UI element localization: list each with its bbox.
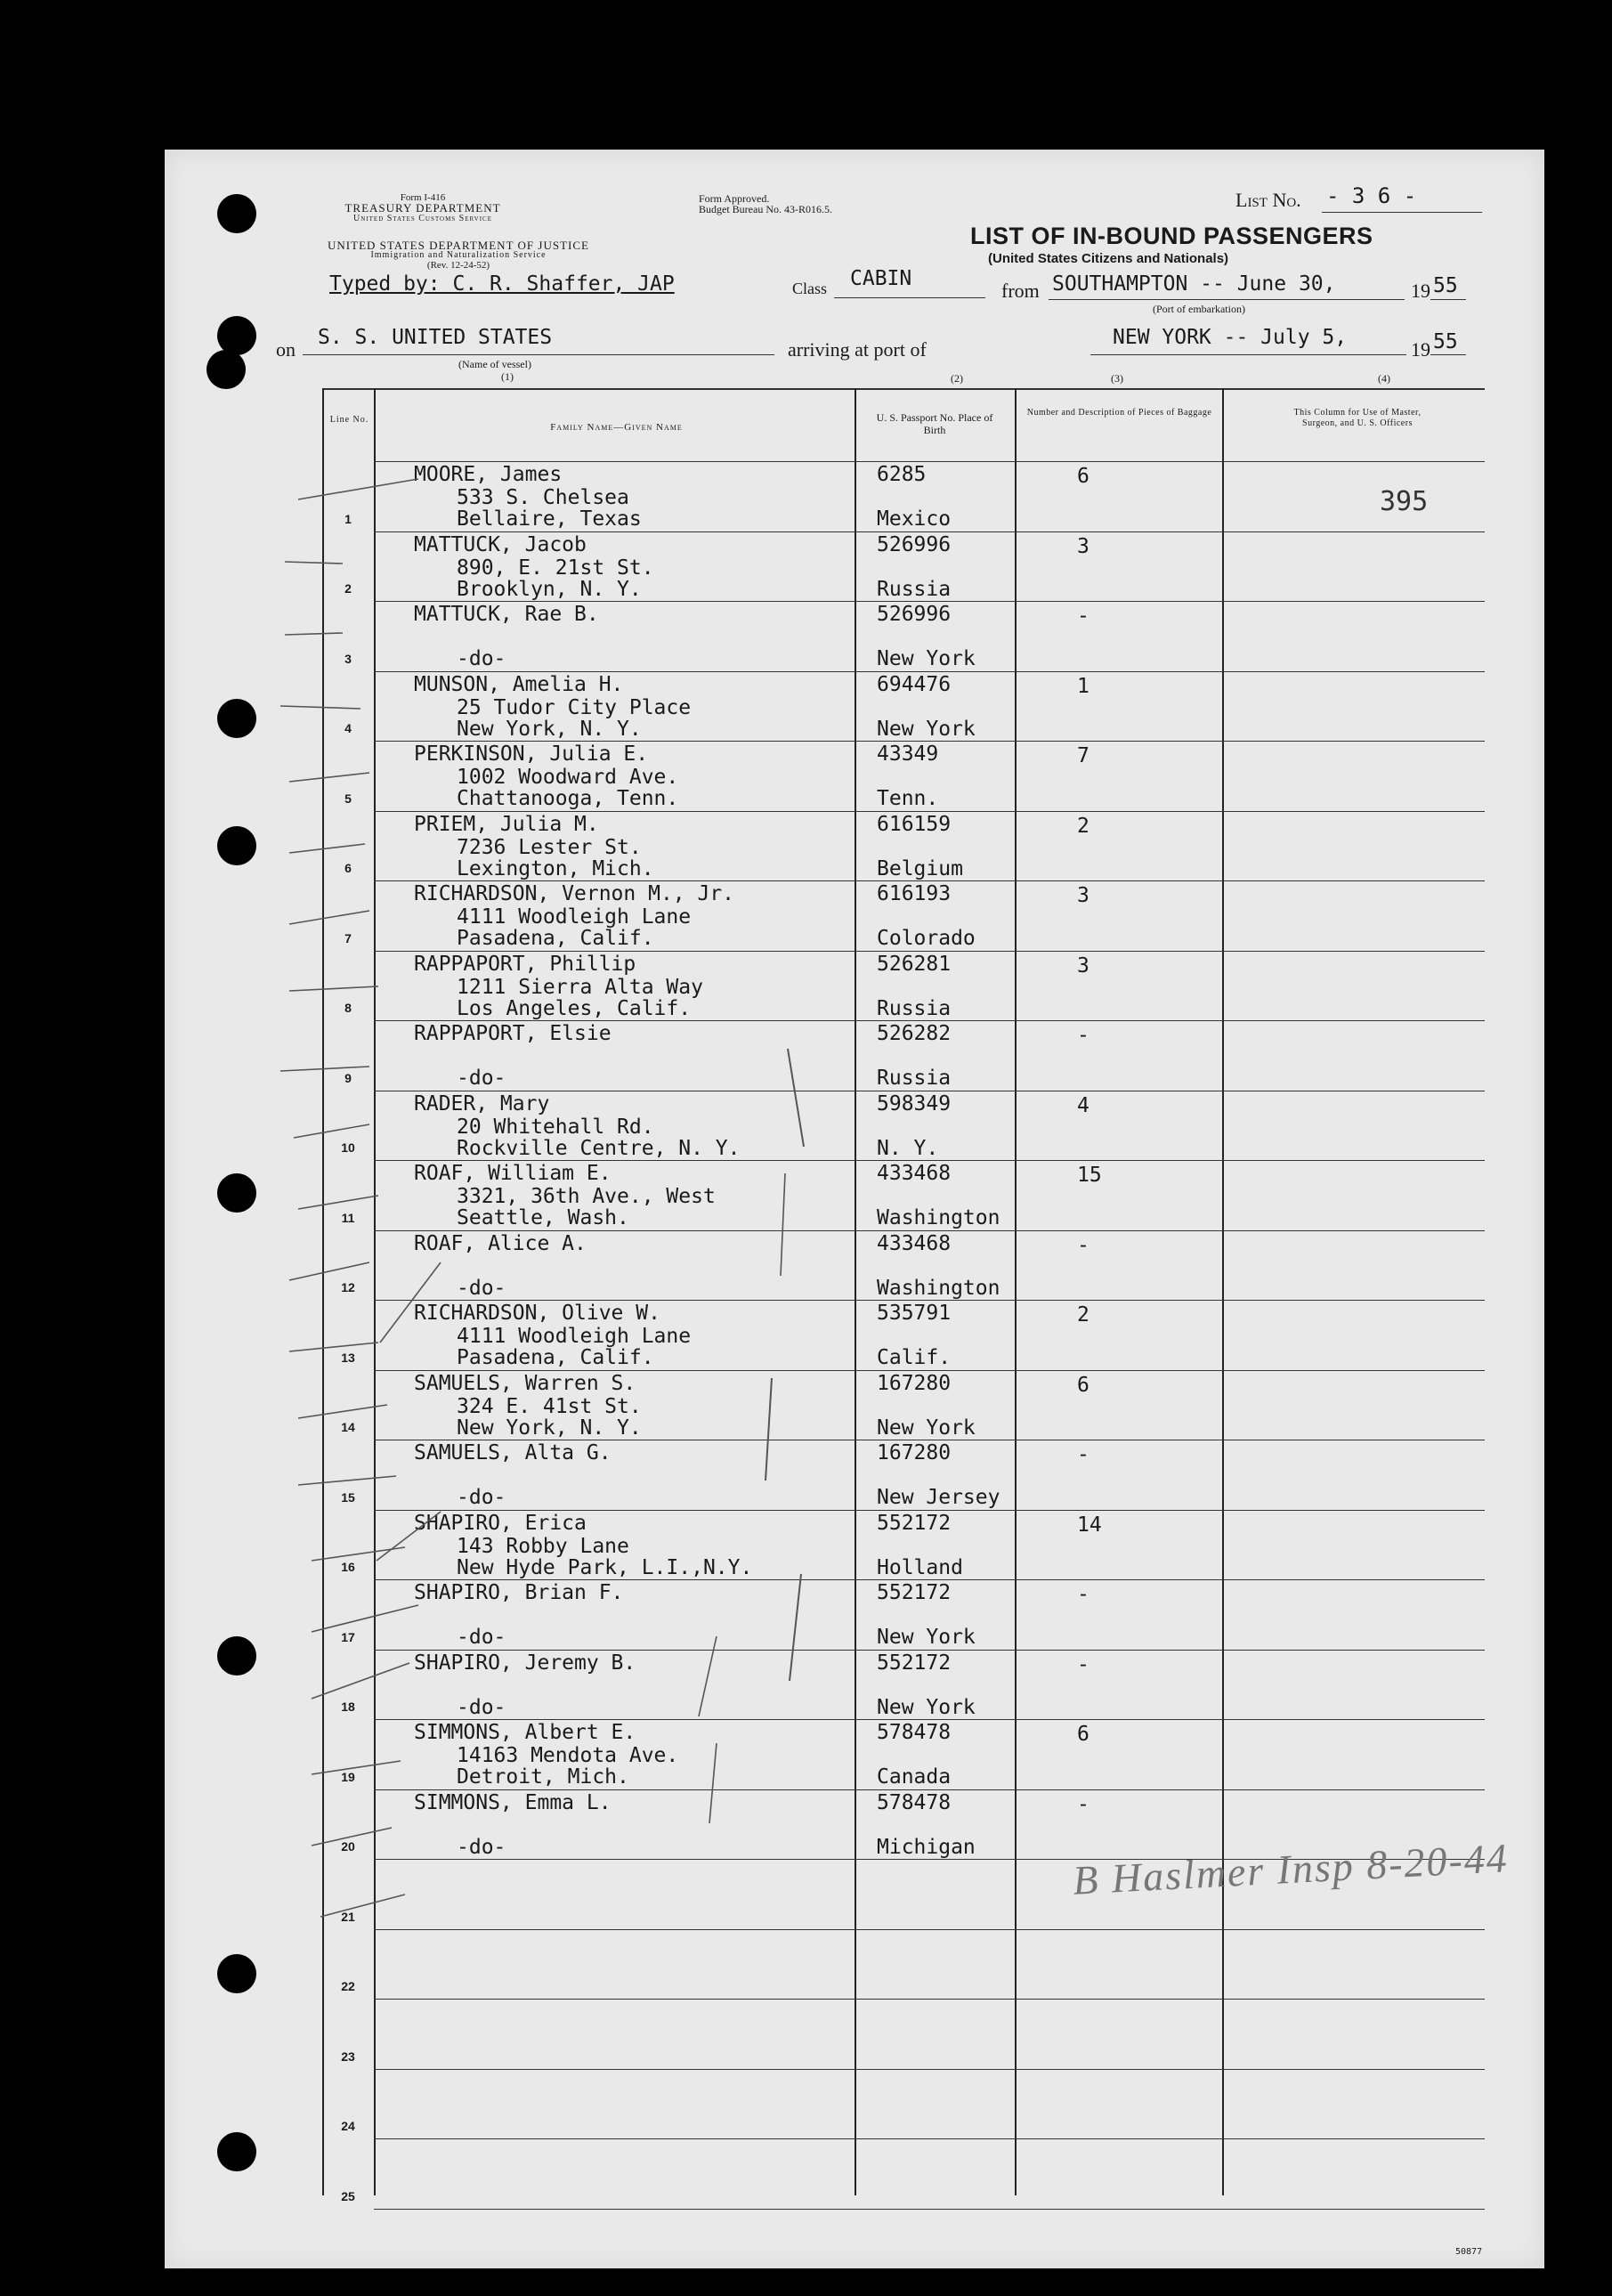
passenger-address-street: 324 E. 41st St. <box>457 1395 642 1418</box>
list-no-value: - 3 6 - <box>1326 183 1417 208</box>
immigration-service: Immigration and Naturalization Service <box>370 250 547 260</box>
place-of-birth: New Jersey <box>877 1486 1000 1509</box>
on-label: on <box>276 338 296 361</box>
arriving-label: arriving at port of <box>788 338 927 361</box>
passenger-name: MATTUCK, Jacob <box>414 533 587 556</box>
place-of-birth: Washington <box>877 1277 1000 1300</box>
passenger-address-city: New Hyde Park, L.I.,N.Y. <box>457 1556 753 1579</box>
baggage-count: 3 <box>1077 535 1090 558</box>
place-of-birth: Russia <box>877 997 952 1020</box>
passenger-name: SHAPIRO, Erica <box>414 1512 587 1535</box>
line-number: 23 <box>341 2049 355 2064</box>
col3-number: (3) <box>1111 372 1123 385</box>
year1-value: 55 <box>1433 274 1458 297</box>
line-number: 11 <box>341 1211 355 1225</box>
place-of-birth: N. Y. <box>877 1137 939 1160</box>
line-number: 8 <box>344 1001 352 1015</box>
passenger-address-city: Pasadena, Calif. <box>457 1346 654 1369</box>
passport-number: 526996 <box>877 533 952 556</box>
typed-by: Typed by: C. R. Shaffer, JAP <box>329 272 675 296</box>
col-header-passport: U. S. Passport No. Place of Birth <box>876 411 993 436</box>
passenger-address-street: 1211 Sierra Alta Way <box>457 976 703 999</box>
passenger-name: RADER, Mary <box>414 1092 550 1116</box>
passenger-name: SAMUELS, Alta G. <box>414 1441 612 1464</box>
passenger-address-city: Detroit, Mich. <box>457 1765 629 1789</box>
treasury-dept: TREASURY DEPARTMENT <box>344 201 501 215</box>
baggage-count: - <box>1077 1443 1090 1466</box>
from-value: SOUTHAMPTON -- June 30, <box>1052 272 1336 296</box>
passport-number: 578478 <box>877 1791 952 1814</box>
form-approved: Form Approved. <box>699 192 770 205</box>
passenger-name: MUNSON, Amelia H. <box>414 673 624 696</box>
passenger-address-street: 4111 Woodleigh Lane <box>457 905 692 929</box>
line-number: 20 <box>341 1839 355 1854</box>
baggage-count: 4 <box>1077 1094 1090 1117</box>
passenger-name: MOORE, James <box>414 463 563 486</box>
passenger-name: ROAF, William E. <box>414 1162 612 1185</box>
passport-number: 616159 <box>877 813 952 836</box>
year1-prefix: 19 <box>1411 280 1430 302</box>
passport-number: 598349 <box>877 1092 952 1116</box>
passenger-address-city: -do- <box>457 647 506 670</box>
passenger-address-city: -do- <box>457 1626 506 1649</box>
line-number: 13 <box>341 1351 355 1365</box>
passenger-address-city: -do- <box>457 1277 506 1300</box>
place-of-birth: New York <box>877 647 976 670</box>
baggage-count: 1 <box>1077 675 1090 698</box>
passenger-name: SIMMONS, Emma L. <box>414 1791 612 1814</box>
baggage-count: 3 <box>1077 954 1090 978</box>
passport-number: 433468 <box>877 1232 952 1255</box>
passenger-address-city: -do- <box>457 1696 506 1719</box>
passenger-address-city: -do- <box>457 1836 506 1859</box>
line-number: 22 <box>341 1979 355 1993</box>
place-of-birth: New York <box>877 1626 976 1649</box>
punch-hole <box>217 699 256 738</box>
baggage-count: - <box>1077 1234 1090 1257</box>
passenger-address-city: Los Angeles, Calif. <box>457 997 692 1020</box>
line-number: 3 <box>344 652 352 666</box>
list-no-label: List No. <box>1235 189 1301 211</box>
place-of-birth: New York <box>877 718 976 741</box>
form-page <box>165 150 1544 2268</box>
passenger-address-street: 1002 Woodward Ave. <box>457 766 679 789</box>
passenger-name: RICHARDSON, Vernon M., Jr. <box>414 882 735 905</box>
year2-value: 55 <box>1433 330 1458 353</box>
form-stock-number: 50877 <box>1455 2247 1483 2257</box>
passenger-address-city: Lexington, Mich. <box>457 857 654 880</box>
line-number: 21 <box>341 1910 355 1924</box>
passport-number: 6285 <box>877 463 927 486</box>
inspector-signature: B Haslmer Insp 8-20-44 <box>1072 1835 1510 1903</box>
arrival-port: NEW YORK -- July 5, <box>1113 326 1348 349</box>
passenger-address-street: 4111 Woodleigh Lane <box>457 1325 692 1348</box>
baggage-count: - <box>1077 1793 1090 1816</box>
line-number: 1 <box>344 512 352 526</box>
place-of-birth: Calif. <box>877 1346 952 1369</box>
line-number: 19 <box>341 1770 355 1784</box>
col-header-officers: This Column for Use of Master, Surgeon, and U. S. Officers <box>1293 408 1422 428</box>
punch-hole <box>207 350 246 389</box>
baggage-count: 6 <box>1077 1723 1090 1746</box>
passport-number: 578478 <box>877 1721 952 1744</box>
line-number: 15 <box>341 1490 355 1505</box>
passenger-address-street: 14163 Mendota Ave. <box>457 1744 679 1767</box>
passport-number: 552172 <box>877 1581 952 1604</box>
place-of-birth: Washington <box>877 1206 1000 1229</box>
year2-prefix: 19 <box>1411 338 1430 361</box>
passport-number: 43349 <box>877 742 939 766</box>
passport-number: 526282 <box>877 1022 952 1045</box>
punch-hole <box>217 2132 256 2171</box>
baggage-count: 6 <box>1077 1374 1090 1397</box>
line-number: 10 <box>341 1140 355 1155</box>
passenger-name: SHAPIRO, Jeremy B. <box>414 1651 636 1675</box>
passenger-address-street: 25 Tudor City Place <box>457 696 692 719</box>
line-number: 4 <box>344 721 352 735</box>
place-of-birth: Colorado <box>877 927 976 950</box>
passenger-address-street: 7236 Lester St. <box>457 836 642 859</box>
justice-dept: UNITED STATES DEPARTMENT OF JUSTICE <box>328 239 589 252</box>
col1-number: (1) <box>501 370 514 383</box>
place-of-birth: New York <box>877 1696 976 1719</box>
place-of-birth: Canada <box>877 1765 952 1789</box>
page-title: LIST OF IN-BOUND PASSENGERS <box>970 223 1373 249</box>
col-header-line: Line No. <box>329 415 369 425</box>
col2-number: (2) <box>951 372 963 385</box>
place-of-birth: Belgium <box>877 857 963 880</box>
punch-hole <box>217 194 256 233</box>
revision-date: (Rev. 12-24-52) <box>426 260 490 271</box>
passenger-address-city: Bellaire, Texas <box>457 507 642 531</box>
form-number: Form I-416 <box>400 192 446 203</box>
line-number: 7 <box>344 931 352 945</box>
class-label: Class <box>792 280 828 297</box>
baggage-count: 2 <box>1077 1303 1090 1326</box>
passenger-name: ROAF, Alice A. <box>414 1232 587 1255</box>
baggage-count: - <box>1077 604 1090 628</box>
baggage-count: - <box>1077 1653 1090 1676</box>
officer-note: 395 <box>1380 486 1429 517</box>
passport-number: 167280 <box>877 1441 952 1464</box>
place-of-birth: Holland <box>877 1556 963 1579</box>
place-of-birth: Tenn. <box>877 787 939 810</box>
passport-number: 526996 <box>877 603 952 626</box>
line-number: 17 <box>341 1630 355 1644</box>
passenger-address-city: New York, N. Y. <box>457 1416 642 1440</box>
line-number: 12 <box>341 1280 355 1294</box>
col4-number: (4) <box>1378 372 1390 385</box>
pencil-marks <box>165 150 1544 2268</box>
passenger-name: PERKINSON, Julia E. <box>414 742 649 766</box>
vessel-label: (Name of vessel) <box>458 358 531 370</box>
passenger-address-city: Seattle, Wash. <box>457 1206 629 1229</box>
customs-service: United States Customs Service <box>353 214 492 223</box>
line-number: 16 <box>341 1560 355 1574</box>
passenger-address-city: Rockville Centre, N. Y. <box>457 1137 741 1160</box>
passport-number: 616193 <box>877 882 952 905</box>
passenger-address-city: Brooklyn, N. Y. <box>457 578 642 601</box>
passport-number: 535791 <box>877 1302 952 1325</box>
line-number: 18 <box>341 1700 355 1714</box>
line-number: 25 <box>341 2189 355 2203</box>
page-subtitle: (United States Citizens and Nationals) <box>988 251 1229 266</box>
place-of-birth: New York <box>877 1416 976 1440</box>
punch-hole <box>217 1954 256 1993</box>
passenger-name: RAPPAPORT, Elsie <box>414 1022 612 1045</box>
baggage-count: 7 <box>1077 744 1090 767</box>
line-number: 9 <box>344 1071 352 1085</box>
passenger-name: SAMUELS, Warren S. <box>414 1372 636 1395</box>
baggage-count: 2 <box>1077 815 1090 838</box>
line-number: 5 <box>344 791 352 806</box>
line-number: 6 <box>344 861 352 875</box>
passenger-address-city: -do- <box>457 1067 506 1090</box>
passenger-address-street: 20 Whitehall Rd. <box>457 1116 654 1139</box>
passport-number: 526281 <box>877 953 952 976</box>
place-of-birth: Russia <box>877 578 952 601</box>
passenger-name: SIMMONS, Albert E. <box>414 1721 636 1744</box>
baggage-count: - <box>1077 1583 1090 1606</box>
class-value: CABIN <box>850 267 912 290</box>
passenger-address-street: 890, E. 21st St. <box>457 556 654 580</box>
passenger-address-street: 143 Robby Lane <box>457 1535 629 1558</box>
place-of-birth: Mexico <box>877 507 952 531</box>
vessel-name: S. S. UNITED STATES <box>318 326 553 349</box>
passenger-name: RAPPAPORT, Phillip <box>414 953 636 976</box>
passenger-address-city: -do- <box>457 1486 506 1509</box>
from-label: from <box>1001 280 1040 302</box>
passport-number: 433468 <box>877 1162 952 1185</box>
passport-number: 167280 <box>877 1372 952 1395</box>
place-of-birth: Michigan <box>877 1836 976 1859</box>
line-number: 24 <box>341 2119 355 2133</box>
passenger-address-street: 533 S. Chelsea <box>457 486 629 509</box>
baggage-count: - <box>1077 1024 1090 1047</box>
passenger-address-city: Chattanooga, Tenn. <box>457 787 679 810</box>
passport-number: 694476 <box>877 673 952 696</box>
passenger-address-city: Pasadena, Calif. <box>457 927 654 950</box>
punch-hole <box>217 1173 256 1213</box>
passport-number: 552172 <box>877 1512 952 1535</box>
passenger-name: PRIEM, Julia M. <box>414 813 599 836</box>
passenger-name: SHAPIRO, Brian F. <box>414 1581 624 1604</box>
place-of-birth: Russia <box>877 1067 952 1090</box>
line-number: 2 <box>344 581 352 596</box>
col-header-baggage: Number and Description of Pieces of Baggage <box>1026 408 1212 418</box>
port-embark-label: (Port of embarkation) <box>1153 303 1245 315</box>
baggage-count: 14 <box>1077 1513 1102 1537</box>
passenger-name: MATTUCK, Rae B. <box>414 603 599 626</box>
line-number: 14 <box>341 1420 355 1434</box>
punch-hole <box>217 1636 256 1675</box>
punch-hole <box>217 826 256 865</box>
col-header-name: Family Name—Given Name <box>550 422 683 433</box>
baggage-count: 3 <box>1077 884 1090 907</box>
passenger-address-street: 3321, 36th Ave., West <box>457 1185 716 1208</box>
passenger-address-city: New York, N. Y. <box>457 718 642 741</box>
passport-number: 552172 <box>877 1651 952 1675</box>
baggage-count: 6 <box>1077 465 1090 488</box>
budget-bureau: Budget Bureau No. 43-R016.5. <box>699 203 832 215</box>
passenger-name: RICHARDSON, Olive W. <box>414 1302 660 1325</box>
baggage-count: 15 <box>1077 1164 1102 1187</box>
